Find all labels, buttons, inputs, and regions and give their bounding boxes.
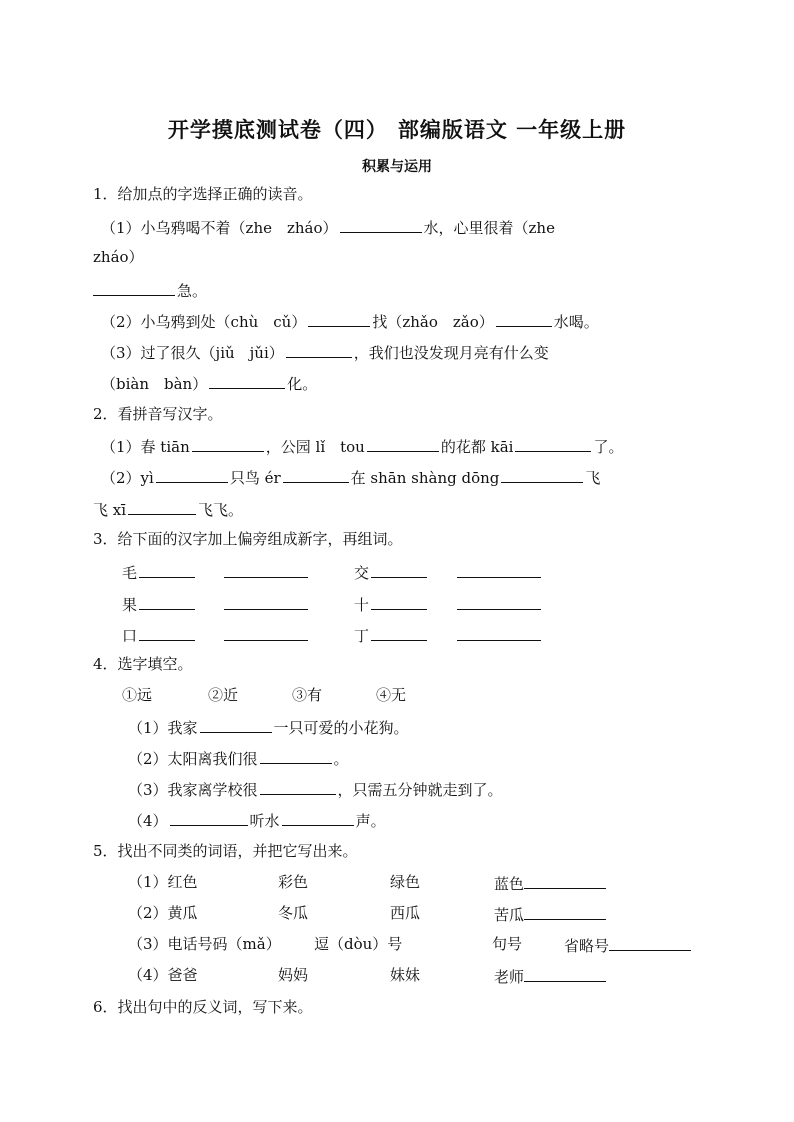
- q4-item1-text-b: 一只可爱的小花狗。: [273, 719, 409, 737]
- q4-item3-text-b: ，只需五分钟就走到了。: [337, 781, 503, 799]
- q4-item2-text-b: 。: [333, 750, 349, 768]
- q3-char-left-1: 毛: [122, 564, 138, 582]
- q4-item4-blank-1[interactable]: [170, 809, 248, 826]
- q1-item1-text-d: 急。: [177, 282, 208, 300]
- q4-item1-line: [128, 716, 409, 738]
- q1-item1-line2: zháo）: [93, 248, 144, 266]
- q5-row2-answer-blank[interactable]: [524, 903, 606, 920]
- q4-item1-text-a: （1）我家: [128, 719, 198, 737]
- q4-item4-blank-2[interactable]: [282, 809, 354, 826]
- q4-item3-line: [128, 778, 503, 800]
- q5-row4-word-1: （4）爸爸: [128, 966, 198, 984]
- q4-option-2: ②近: [208, 686, 239, 704]
- page-title: [0, 114, 794, 144]
- q2-item2-blank-2[interactable]: [283, 466, 349, 483]
- q1-item3-blank-1[interactable]: [286, 341, 352, 358]
- q2-item2-text-c: 在 shān shàng dōng: [350, 469, 500, 487]
- q2-item2-blank-3[interactable]: [501, 466, 583, 483]
- q4-item1-blank[interactable]: [200, 716, 272, 733]
- q1-item3-text-c: （biàn bàn）: [101, 375, 208, 393]
- title-part-1: 开学摸底测试卷（四）: [167, 117, 388, 142]
- q1-item1-blank-1[interactable]: [340, 216, 422, 233]
- q1-item1-text-a: （1）小乌鸦喝不着（zhe zháo）: [101, 219, 338, 237]
- q3-word-left-1[interactable]: [224, 561, 308, 578]
- q4-item4-text-b: 听水: [249, 812, 280, 830]
- q2-item1-line: [101, 435, 623, 457]
- q5-row3-word-1: （3）电话号码（mǎ）: [128, 935, 281, 953]
- q2-heading: 2．看拼音写汉字。: [93, 405, 223, 423]
- q1-item2-blank-1[interactable]: [308, 310, 370, 327]
- q5-row-4: [128, 965, 688, 985]
- q5-heading: 5．找出不同类的词语，并把它写出来。: [93, 842, 358, 860]
- q4-item4-line: [128, 809, 386, 831]
- q3-blank-right-2[interactable]: [371, 593, 427, 610]
- q4-item4-text-c: 声。: [355, 812, 386, 830]
- q3-char-right-1: 交: [354, 564, 370, 582]
- q3-word-right-3[interactable]: [457, 624, 541, 641]
- q5-row3-word-2: 逗（dòu）号: [314, 935, 403, 953]
- q4-option-3: ③有: [292, 686, 323, 704]
- q5-row1-answer-blank[interactable]: [524, 872, 606, 889]
- q1-item3-text-a: （3）过了很久（jiǔ jǔi）: [101, 344, 284, 362]
- q4-option-4: ④无: [376, 686, 407, 704]
- q3-word-right-1[interactable]: [457, 561, 541, 578]
- q5-row-2: [128, 903, 688, 923]
- q4-item3-text-a: （3）我家离学校很: [128, 781, 258, 799]
- q1-item2-line: [101, 310, 599, 332]
- q2-item2-text-a: （2）yì: [101, 469, 154, 487]
- q2-item2-text-d: 飞: [585, 469, 601, 487]
- q5-row3-word-3: 句号: [492, 935, 523, 953]
- q1-item2-text-a: （2）小乌鸦到处（chù cǔ）: [101, 313, 307, 331]
- q3-char-right-2: 十: [354, 596, 370, 614]
- q5-row3-word-4: 省略号: [564, 937, 610, 955]
- q2-item1-text-b: ，公园 lǐ tou: [265, 438, 365, 456]
- q3-blank-right-3[interactable]: [371, 624, 427, 641]
- q4-item3-blank[interactable]: [260, 778, 336, 795]
- q1-item3-line2: [101, 372, 317, 394]
- q1-item1-blank-2[interactable]: [93, 279, 175, 296]
- q1-item3-blank-2[interactable]: [209, 372, 285, 389]
- q4-item2-line: [128, 747, 349, 769]
- q3-char-left-2: 果: [122, 596, 138, 614]
- q5-row1-word-2: 彩色: [278, 873, 309, 891]
- q2-item2-blank-4[interactable]: [128, 498, 196, 515]
- q5-row4-answer-blank[interactable]: [524, 965, 606, 982]
- q3-blank-left-1[interactable]: [139, 561, 195, 578]
- q3-row-2: [122, 593, 552, 613]
- q2-item1-blank-1[interactable]: [192, 435, 264, 452]
- q3-word-left-3[interactable]: [224, 624, 308, 641]
- q3-blank-left-2[interactable]: [139, 593, 195, 610]
- q5-row2-word-2: 冬瓜: [278, 904, 309, 922]
- q5-row3-answer-blank[interactable]: [609, 934, 691, 951]
- q4-option-1: ①远: [122, 686, 153, 704]
- q1-item3-text-d: 化。: [287, 375, 318, 393]
- q1-item2-text-c: 水喝。: [553, 313, 599, 331]
- q3-word-left-2[interactable]: [224, 593, 308, 610]
- q3-heading: 3．给下面的汉字加上偏旁组成新字，再组词。: [93, 530, 403, 548]
- q1-item1-text-b: 水，心里很着（zhe: [423, 219, 555, 237]
- q2-item2-text-e: 飞 xī: [93, 501, 127, 519]
- q1-item2-text-b: 找（zhǎo zǎo）: [372, 313, 494, 331]
- q2-item1-blank-3[interactable]: [515, 435, 591, 452]
- q1-item1-line1: [101, 216, 555, 238]
- q5-row4-word-4: 老师: [494, 968, 525, 986]
- q1-item3-text-b: ，我们也没发现月亮有什么变: [353, 344, 549, 362]
- section-subtitle: 积累与运用: [362, 159, 432, 175]
- q1-item1-line3: [93, 279, 207, 301]
- q1-item2-blank-2[interactable]: [496, 310, 552, 327]
- q2-item2-line1: [101, 466, 600, 488]
- q3-blank-left-3[interactable]: [139, 624, 195, 641]
- q5-row-3: [128, 934, 708, 954]
- q5-row4-word-2: 妈妈: [278, 966, 309, 984]
- q2-item1-text-a: （1）春 tiān: [101, 438, 190, 456]
- q5-row2-word-1: （2）黄瓜: [128, 904, 198, 922]
- q2-item1-text-c: 的花都 kāi: [440, 438, 514, 456]
- q1-item3-line1: [101, 341, 549, 363]
- q4-item4-text-a: （4）: [128, 812, 168, 830]
- q2-item2-line2: [93, 498, 243, 520]
- q5-row1-word-4: 蓝色: [494, 875, 525, 893]
- q3-row-3: [122, 624, 552, 644]
- title-part-2: 部编版语文 一年级上册: [397, 117, 627, 142]
- q4-item2-blank[interactable]: [260, 747, 332, 764]
- q3-row-1: [122, 561, 552, 581]
- q4-item2-text-a: （2）太阳离我们很: [128, 750, 258, 768]
- q5-row4-word-3: 妹妹: [390, 966, 421, 984]
- q3-char-right-3: 丁: [354, 627, 370, 645]
- q3-word-right-2[interactable]: [457, 593, 541, 610]
- q5-row2-word-4: 苦瓜: [494, 906, 525, 924]
- q1-heading: 1．给加点的字选择正确的读音。: [93, 185, 313, 203]
- q3-blank-right-1[interactable]: [371, 561, 427, 578]
- q2-item2-text-f: 飞飞。: [198, 501, 244, 519]
- q5-row1-word-1: （1）红色: [128, 873, 198, 891]
- q4-heading: 4．选字填空。: [93, 655, 193, 673]
- q5-row-1: [128, 872, 688, 892]
- q2-item1-blank-2[interactable]: [367, 435, 439, 452]
- q4-options: [122, 685, 462, 705]
- q3-char-left-3: 口: [122, 627, 138, 645]
- q5-row2-word-3: 西瓜: [390, 904, 421, 922]
- q2-item2-blank-1[interactable]: [156, 466, 228, 483]
- q5-row1-word-3: 绿色: [390, 873, 421, 891]
- q2-item2-text-b: 只鸟 ér: [229, 469, 281, 487]
- q6-heading: 6．找出句中的反义词，写下来。: [93, 998, 313, 1016]
- q2-item1-text-d: 了。: [593, 438, 624, 456]
